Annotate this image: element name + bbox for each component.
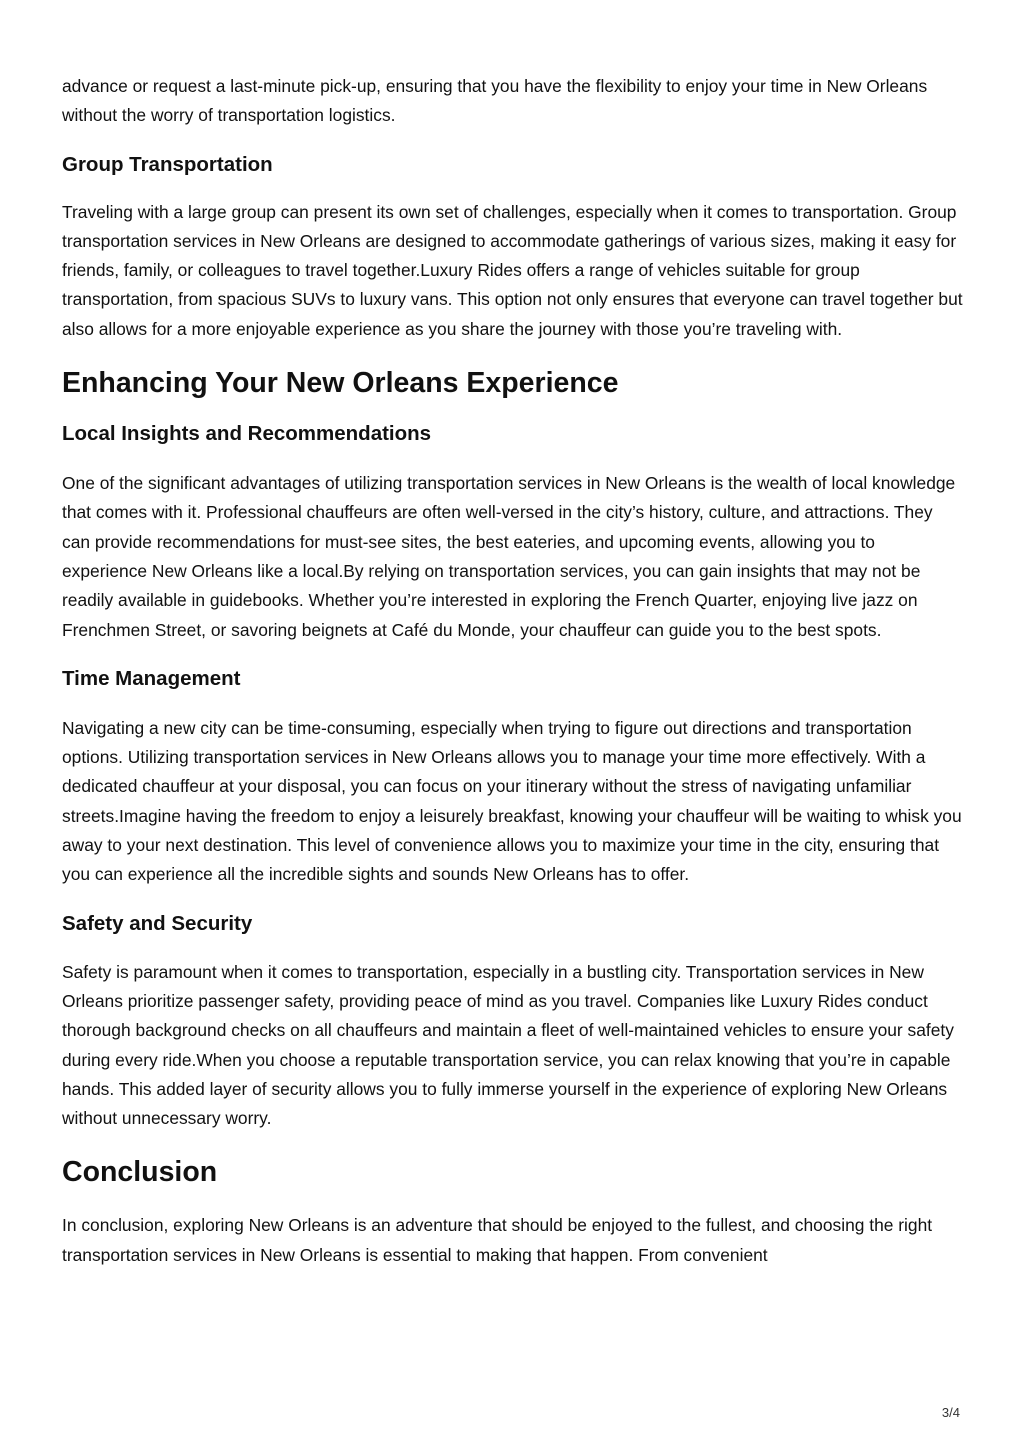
- local-insights-heading: Local Insights and Recommendations: [62, 422, 432, 446]
- group-transportation-paragraph: Traveling with a large group can present its own set of challenges, especially when it comes to transportation. Group transportation services in New Orleans are designed to accommodate gatherings of various sizes, making it easy for friends, family, or colleagues to travel together.Luxury Rides offers a range of vehicles suitable for group transportation, from spacious SUVs to luxury vans. This option not only ensures that everyone can travel together but also allows for a more enjoyable experience as you share the journey with those you’re traveling with.: [62, 201, 963, 339]
- document-page: [62, 72, 964, 1270]
- page-number: 3/4: [941, 1405, 960, 1420]
- conclusion-heading: Conclusion: [62, 1156, 218, 1189]
- time-management-heading: Time Management: [62, 666, 241, 690]
- time-management-paragraph: Navigating a new city can be time-consuming, especially when trying to figure out directions and transportation options. Utilizing transportation services in New Orleans allows you to manage your time more effectively. With a dedicated chauffeur at your disposal, you can focus on your itinerary without the stress of navigating unfamiliar streets.Imagine having the freedom to enjoy a leisurely breakfast, knowing your chauffeur will be waiting to whisk you away to your next destination. This level of convenience allows you to maximize your time in the city, ensuring that you can experience all the incredible sights and sounds New Orleans has to offer.: [62, 717, 962, 885]
- enhancing-experience-heading: Enhancing Your New Orleans Experience: [62, 367, 619, 400]
- safety-security-heading: Safety and Security: [62, 911, 253, 935]
- group-transportation-heading: Group Transportation: [62, 152, 273, 176]
- intro-paragraph: advance or request a last-minute pick-up, ensuring that you have the flexibility to enjoy your time in New Orleans without the worry of transportation logistics.: [62, 76, 928, 126]
- safety-security-paragraph: Safety is paramount when it comes to transportation, especially in a bustling city. Transportation services in New Orleans prioritize passenger safety, providing peace of mind as you travel. Companies like Luxury Rides conduct thorough background checks on all chauffeurs and maintain a fleet of well-maintained vehicles to ensure your safety during every ride.When you choose a reputable transportation service, you can relax knowing that you’re in capable hands. This added layer of security allows you to fully immerse yourself in the experience of exploring New Orleans without unnecessary worry.: [62, 961, 954, 1129]
- local-insights-paragraph: One of the significant advantages of utilizing transportation services in New Orleans is the wealth of local knowledge that comes with it. Professional chauffeurs are often well-versed in the city’s history, culture, and attractions. They can provide recommendations for must-see sites, the best eateries, and upcoming events, allowing you to experience New Orleans like a local.By relying on transportation services, you can gain insights that may not be readily available in guidebooks. Whether you’re interested in exploring the French Quarter, enjoying live jazz on Frenchmen Street, or savoring beignets at Café du Monde, your chauffeur can guide you to the best spots.: [62, 473, 956, 640]
- conclusion-paragraph: In conclusion, exploring New Orleans is an adventure that should be enjoyed to the fullest, and choosing the right transportation services in New Orleans is essential to making that happen. From convenient: [62, 1215, 933, 1265]
